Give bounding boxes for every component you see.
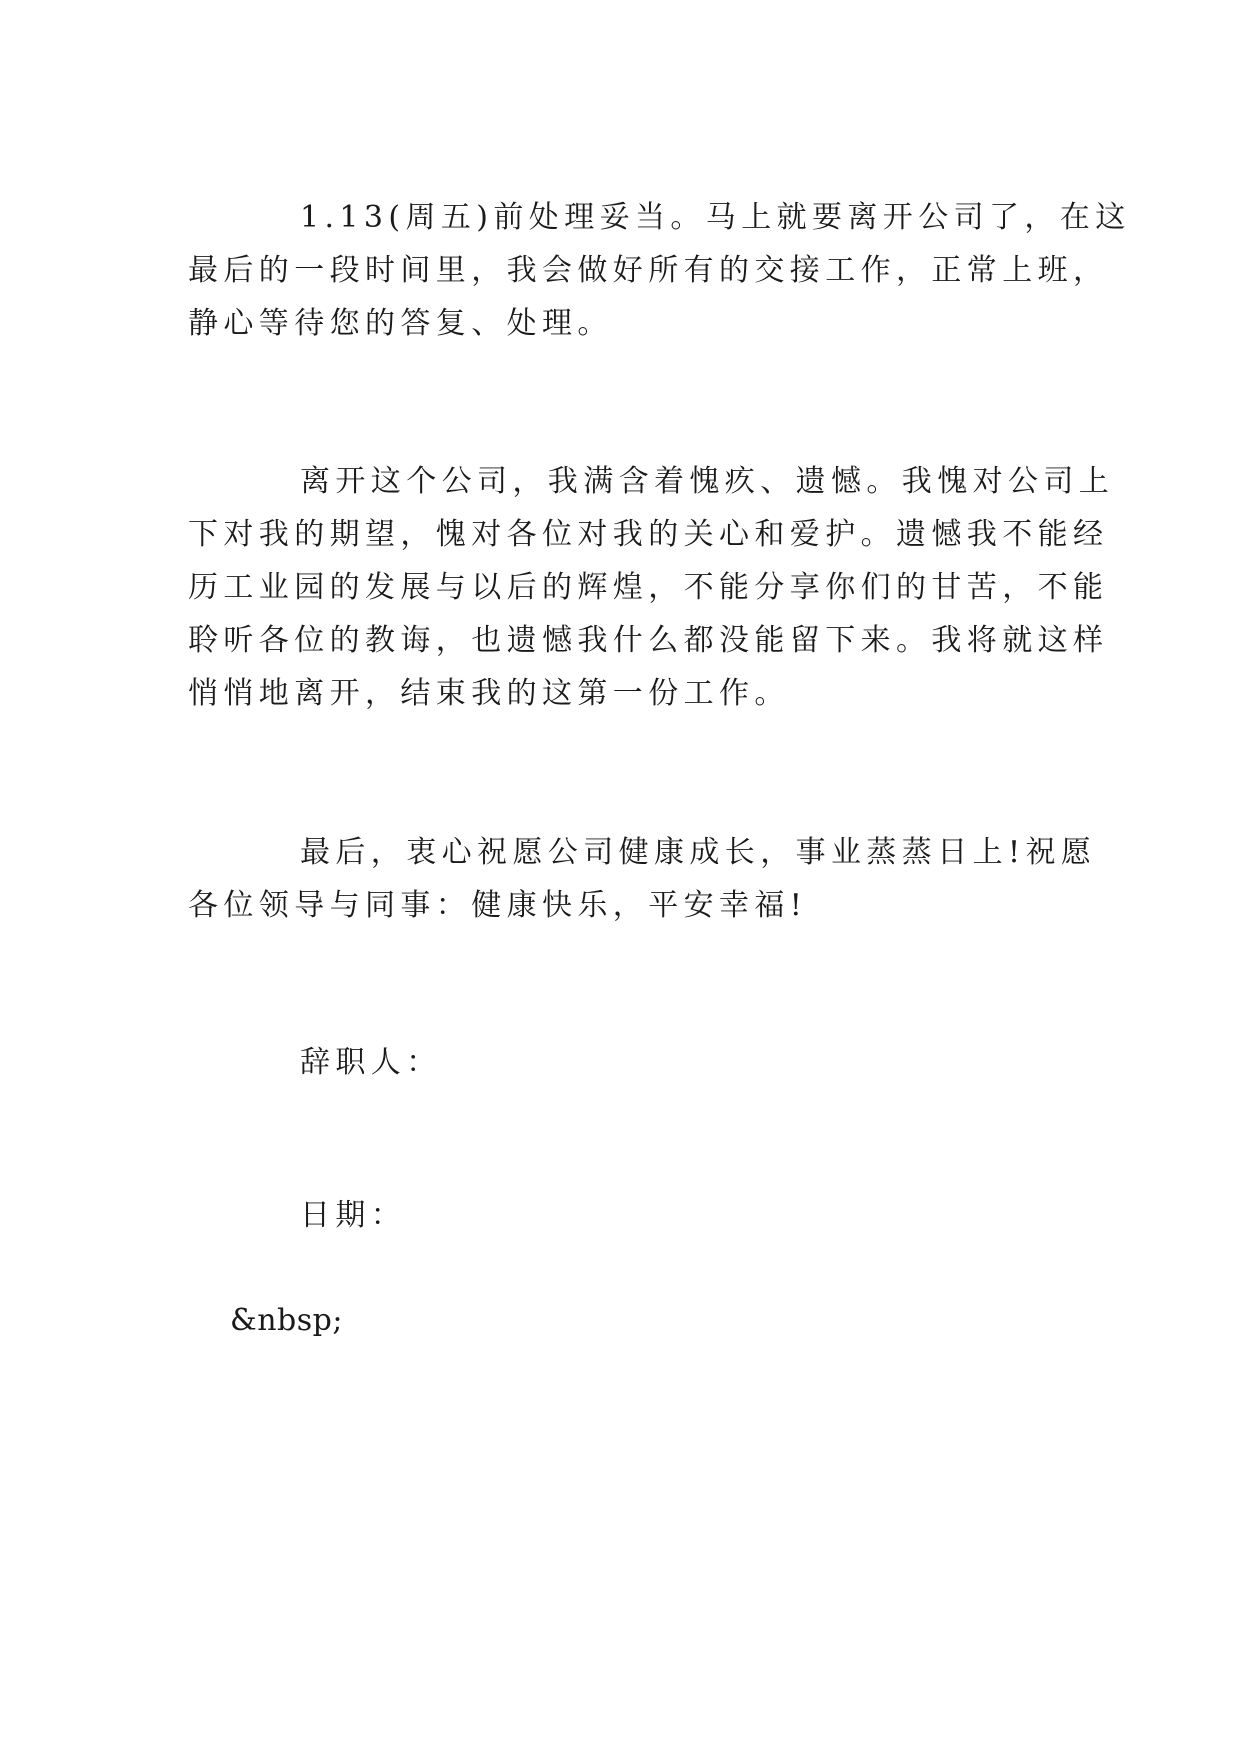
paragraph-line: 最后的一段时间里，我会做好所有的交接工作，正常上班， bbox=[188, 253, 1109, 288]
paragraph-line: 最后，衷心祝愿公司健康成长，事业蒸蒸日上!祝愿 bbox=[300, 835, 1097, 870]
paragraph-line: 悄悄地离开，结束我的这第一份工作。 bbox=[188, 676, 790, 711]
paragraph-line: 静心等待您的答复、处理。 bbox=[188, 306, 613, 341]
paragraph-line: 历工业园的发展与以后的辉煌，不能分享你们的甘苦，不能 bbox=[188, 570, 1109, 605]
paragraph-line: 聆听各位的教诲，也遗憾我什么都没能留下来。我将就这样 bbox=[188, 623, 1109, 658]
date-label: 日期： bbox=[300, 1198, 407, 1233]
paragraph-line: 下对我的期望，愧对各位对我的关心和爱护。遗憾我不能经 bbox=[188, 517, 1109, 552]
paragraph-line: 离开这个公司，我满含着愧疚、遗憾。我愧对公司上 bbox=[300, 464, 1115, 499]
paragraph-line: 1.13(周五)前处理妥当。马上就要离开公司了，在这 bbox=[300, 200, 1131, 235]
paragraph-line: 各位领导与同事：健康快乐，平安幸福! bbox=[188, 888, 808, 923]
resigner-label: 辞职人： bbox=[300, 1045, 442, 1080]
trailing-text: &nbsp; bbox=[230, 1303, 343, 1338]
